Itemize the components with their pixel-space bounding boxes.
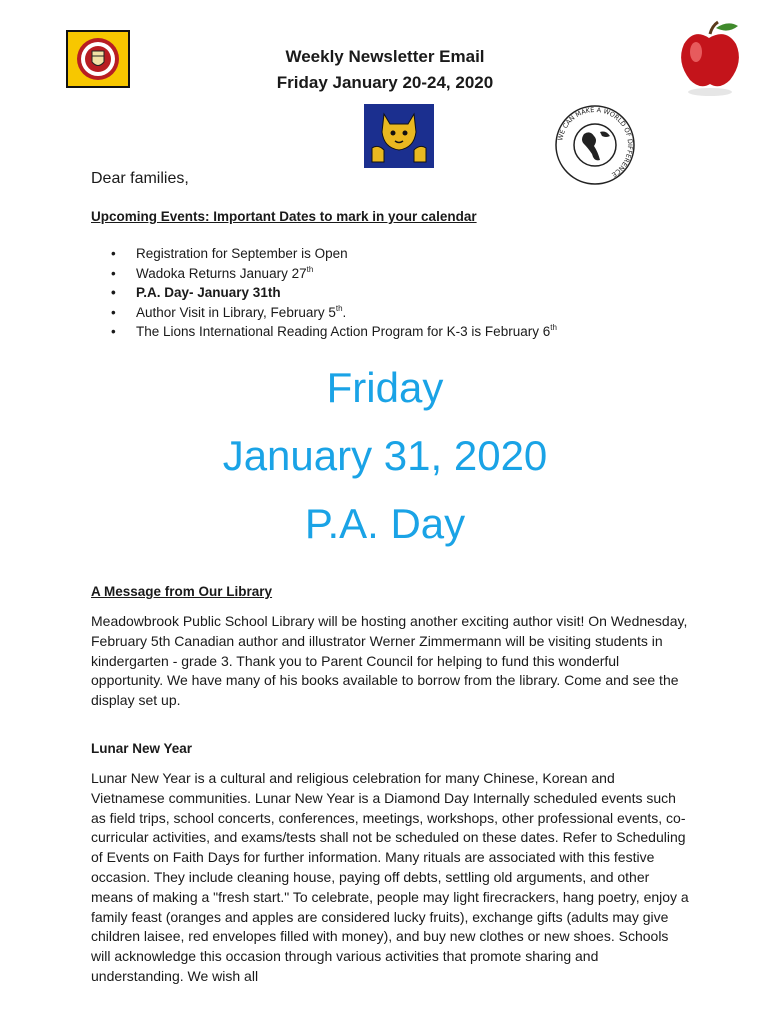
globe-seal-icon — [554, 104, 636, 186]
list-item: • Author Visit in Library, February 5th. — [111, 303, 557, 323]
list-item: • Registration for September is Open — [111, 244, 557, 264]
greeting: Dear families, — [91, 170, 189, 187]
events-heading: Upcoming Events: Important Dates to mark in your calendar — [91, 209, 477, 224]
list-item: • The Lions International Reading Action Program for K-3 is February 6th — [111, 322, 557, 342]
highlight-event: P.A. Day — [304, 500, 466, 547]
highlight-day: Friday — [326, 364, 444, 411]
highlight-date: January 31, 2020 — [222, 432, 548, 479]
lunar-heading: Lunar New Year — [91, 741, 193, 756]
wildcat-mascot-icon — [364, 104, 434, 168]
newsletter-date: Friday January 20-24, 2020 — [276, 73, 494, 92]
list-item: • P.A. Day- January 31th — [111, 283, 557, 303]
events-list — [111, 244, 557, 342]
library-paragraph: Meadowbrook Public School Library will be hosting another exciting author visit! On Wednesday, February 5th Canadian author and illustrator Werner Zimmermann will be visiting students in kindergarten - grade 3. Thank you to Parent Council for helping to fund this wonderful opportunity. We have many of his books available to borrow from the library. Come and see the display set up. — [91, 613, 688, 709]
globe-seal-text: WE CAN MAKE A WORLD OF DIFFERENCE — [556, 105, 635, 179]
lunar-paragraph: Lunar New Year is a cultural and religious celebration for many Chinese, Korean and Vietnamese communities. Lunar New Year is a Diamond Day Internally scheduled events such as field trips, school concerts, conferences, meetings, workshops, other professional events, co-curricular activities, and exams/tests shall not be scheduled on these dates. Refer to Scheduling of Events on Faith Days for further information. Many rituals are associated with this festive occasion. They include cleaning house, paying off debts, settling old arguments, and other means of making a "fresh start." To celebrate, people may light firecrackers, hang poetry, enjoy a family feast (oranges and apples are considered lucky fruits), exchange gifts (adults may give children laisee, red envelopes filled with money), and buy new clothes or new shoes. Schools will acknowledge this occasion through various activities that promote sharing and understanding. We wish all — [91, 770, 689, 984]
newsletter-title: Weekly Newsletter Email — [285, 47, 485, 66]
list-item: • Wadoka Returns January 27th — [111, 264, 557, 284]
library-heading: A Message from Our Library — [91, 584, 273, 599]
